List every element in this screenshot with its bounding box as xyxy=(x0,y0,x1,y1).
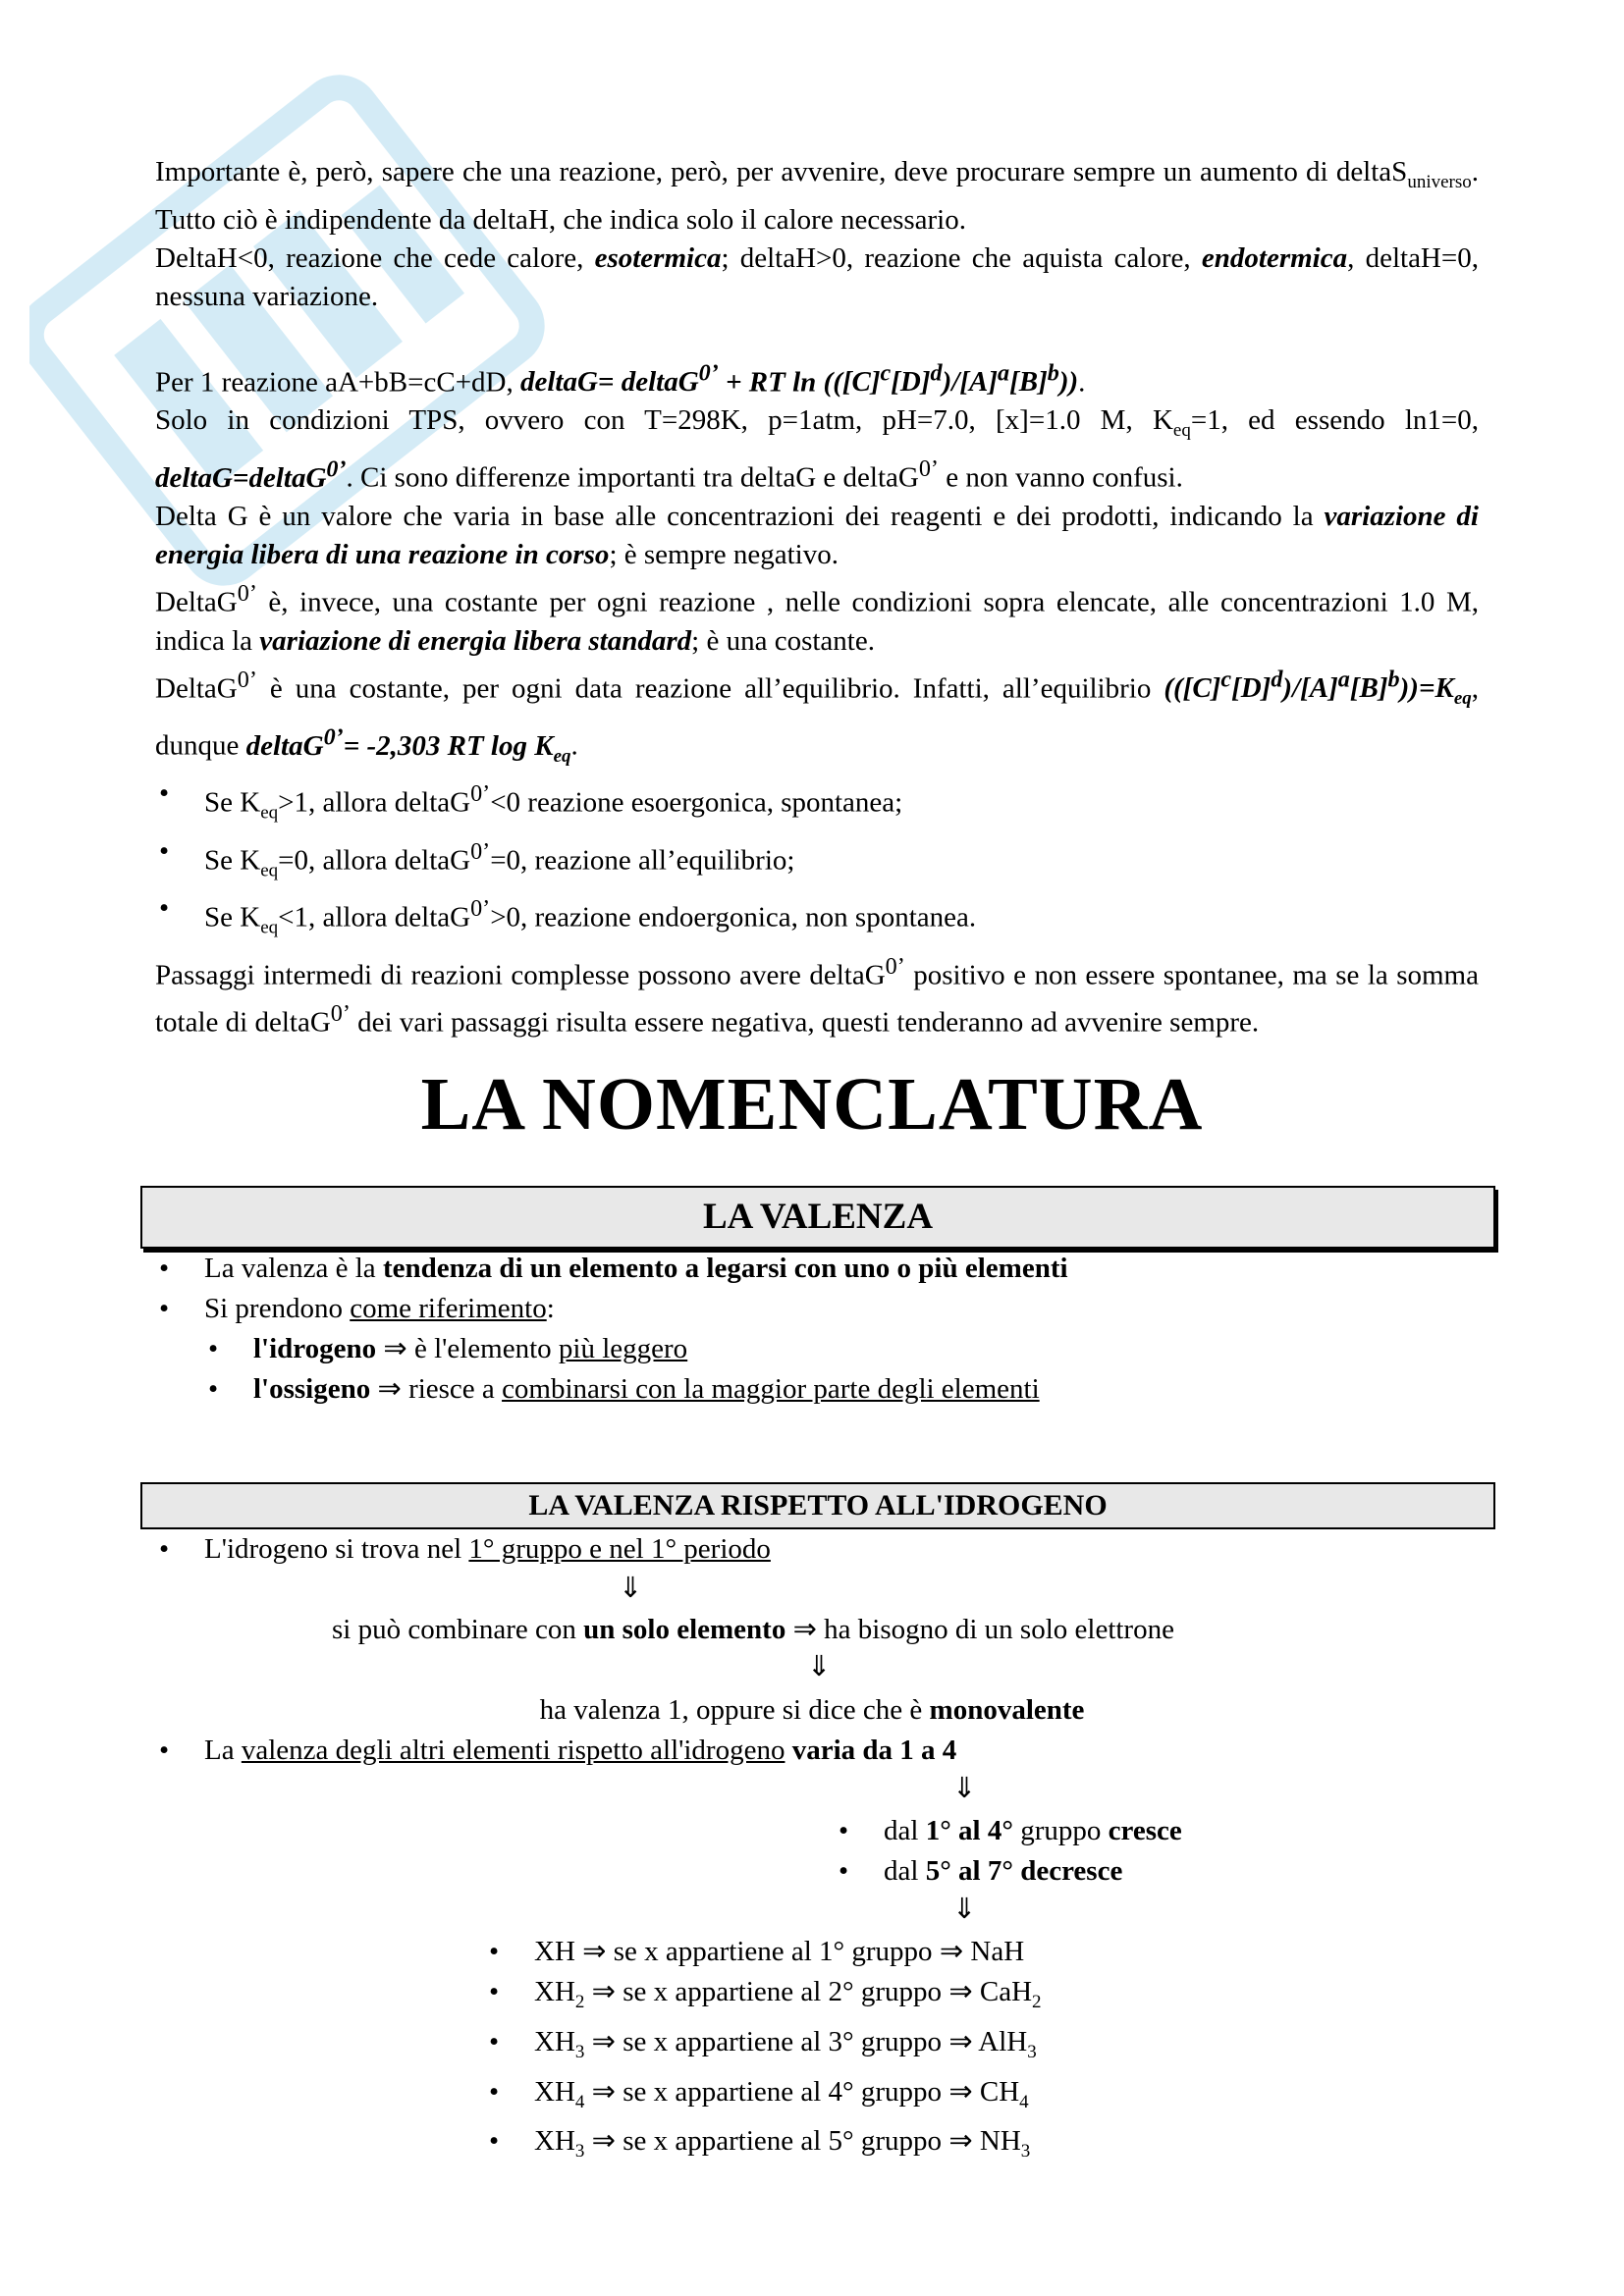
implies-icon: ⇒ xyxy=(792,1614,817,1645)
paragraph-delta-g0: DeltaG$^{0’}$ è, invece, una costante per ogni reazione , nelle condizioni sopra elencate, alle concentrazioni 1.0 M, indica la variazione di energia libera standard; è una costante. xyxy=(155,579,1479,657)
implies-icon: ⇒ xyxy=(948,2125,973,2158)
implies-icon: ⇒ xyxy=(948,2025,973,2057)
paragraph-tps: Solo in condizioni TPS, ovvero con T=298K, p=1atm, pH=7.0, [x]=1.0 M, $K_{eq}=1$, ed essendo ln1=0, deltaG=deltaG$^{0’}$. Ci sono differenze importanti tra deltaG e deltaG$^{0’}$ e non vanno confusi. xyxy=(155,404,1480,494)
implies-icon: ⇒ xyxy=(591,1976,616,2007)
implies-icon: ⇒ xyxy=(939,1936,964,1967)
list-item: • Si prendono come riferimento: xyxy=(159,1293,555,1324)
valence-line: ha valenza 1, oppure si dice che è monovalente xyxy=(539,1694,1085,1726)
idrogeno-header: LA VALENZA RISPETTO ALL'IDROGENO xyxy=(140,1482,1495,1529)
list-item: • La valenza è la tendenza di un elemento a legarsi con uno o più elementi xyxy=(159,1253,1068,1284)
list-item: • Se $K_{eq}<1$, allora deltaG$^{0’}$>0, reazione endoergonica, non spontanea. xyxy=(159,892,977,938)
list-item: • Se $K_{eq}=0$, allora deltaG$^{0’}$=0, reazione all’equilibrio; xyxy=(159,834,795,881)
section-title: LA NOMENCLATURA xyxy=(420,1063,1204,1146)
list-item: • dal 5° al 7° decresce xyxy=(839,1855,1123,1887)
list-item: • La valenza degli altri elementi rispetto all'idrogeno varia da 1 a 4 xyxy=(159,1735,957,1766)
idrogeno-list xyxy=(155,1529,771,1570)
paragraph-equilibrium: DeltaG$^{0’}$ è una costante, per ogni data reazione all’equilibrio. Infatti, all’equilibrio $(([C]^c[D]^d)/[A]^a[B]^b))=K_{eq}$, dunque deltaG$^{0’}$= -2,303 RT $\log K_{eq}$. xyxy=(155,666,1479,767)
implies-icon: ⇒ xyxy=(591,2075,616,2108)
implies-icon: ⇒ xyxy=(377,1373,402,1405)
idrogeno-list-2 xyxy=(155,1731,956,1771)
down-arrow-icon: ⇓ xyxy=(807,1651,832,1682)
down-arrow-icon: ⇓ xyxy=(952,1894,977,1925)
list-item: • XH ⇒ se x appartiene al 1° gruppo ⇒ NaH xyxy=(489,1936,1025,1967)
thermo-text xyxy=(155,153,1479,1042)
list-item: • l'idrogeno ⇒ è l'elemento più leggero xyxy=(208,1333,688,1364)
down-arrow-icon: ⇓ xyxy=(952,1773,977,1804)
list-item: • L'idrogeno si trova nel 1° gruppo e nel 1° periodo xyxy=(159,1533,771,1565)
implies-icon: ⇒ xyxy=(591,2125,616,2158)
list-item: • $XH_2$ ⇒ se x appartiene al 2° gruppo ⇒ CaH$_2$ xyxy=(489,1976,1042,2012)
down-arrow-icon: ⇓ xyxy=(619,1573,643,1604)
list-item: • $XH_3$ ⇒ se x appartiene al 5° gruppo ⇒ $NH_3$ xyxy=(489,2125,1031,2163)
combine-line: si può combinare con un solo elemento ⇒ ha bisogno di un solo elettrone xyxy=(332,1614,1174,1645)
implies-icon: ⇒ xyxy=(582,1936,607,1967)
list-item: • $XH_4$ ⇒ se x appartiene al 4° gruppo ⇒ $CH_4$ xyxy=(489,2075,1029,2112)
paragraph-deltag-formula: Per 1 reazione aA+bB=cC+dD, deltaG= deltaG$^{0’}$ + RT $\ln (([C]^c[D]^d)/[A]^a[B]^b)$). xyxy=(155,359,1086,399)
group-list xyxy=(835,1811,1182,1892)
list-item: • dal 1° al 4° gruppo cresce xyxy=(839,1815,1182,1846)
paragraph-entropy: Importante è, però, sapere che una reazione, però, per avvenire, deve procurare sempre un aumento di deltaS$_{universo}$. Tutto ciò è indipendente da deltaH, che indica solo il calore necessario. xyxy=(155,156,1479,236)
list-item: • $XH_3$ ⇒ se x appartiene al 3° gruppo ⇒ AlH$_3$ xyxy=(489,2025,1037,2062)
implies-icon: ⇒ xyxy=(591,2025,616,2057)
implies-icon: ⇒ xyxy=(948,1976,973,2007)
valenza-header: LA VALENZA xyxy=(140,1186,1495,1249)
paragraph-delta-g: Delta G è un valore che varia in base alle concentrazioni dei reagenti e dei prodotti, indicando la variazione di energia libera di una reazione in corso; è sempre negativo. xyxy=(155,500,1479,570)
paragraph-intermediate-steps: Passaggi intermedi di reazioni complesse possono avere deltaG$^{0’}$ positivo e non essere spontanee, ma se la somma totale di deltaG$^{0’}$ dei vari passaggi risulta essere negativa, questi tenderanno ad avvenire sempre. xyxy=(155,952,1479,1040)
formula-list xyxy=(485,1932,1042,2171)
list-item: • Se $K_{eq}>1$, allora deltaG$^{0’}$<0 reazione esoergonica, spontanea; xyxy=(159,777,903,824)
valenza-list xyxy=(155,1249,1068,1410)
paragraph-enthalpy: DeltaH<0, reazione che cede calore, esotermica; deltaH>0, reazione che aquista calore, endotermica, deltaH=0, nessuna variazione. xyxy=(155,241,1479,312)
implies-icon: ⇒ xyxy=(948,2075,973,2108)
list-item: • l'ossigeno ⇒ riesce a combinarsi con la maggior parte degli elementi xyxy=(208,1373,1040,1405)
implies-icon: ⇒ xyxy=(383,1333,407,1364)
